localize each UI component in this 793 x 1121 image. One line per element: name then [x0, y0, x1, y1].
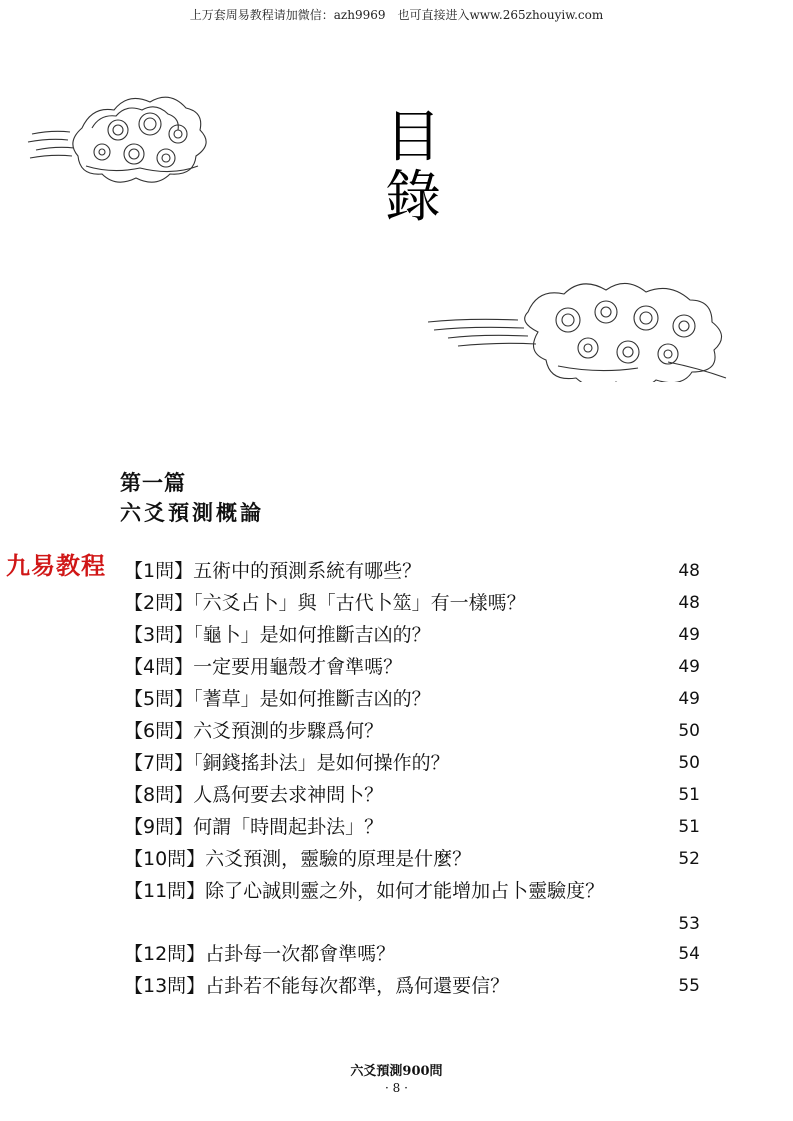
footer-book-title: 六爻預測900問 — [350, 1064, 443, 1079]
toc-entry[interactable] — [124, 812, 704, 844]
toc-entry[interactable] — [124, 652, 704, 684]
part-title: 六爻預測概論 — [120, 500, 264, 525]
toc-question: 【10問】六爻預測，靈驗的原理是什麼？ — [124, 848, 472, 870]
toc-entry[interactable] — [124, 876, 704, 939]
part-heading — [120, 468, 264, 528]
toc-page-number: 48 — [678, 561, 700, 581]
toc-question: 【4問】一定要用龜殼才會準嗎？ — [124, 656, 403, 678]
toc-entry[interactable] — [124, 684, 704, 716]
footer-page-number: · 8 · — [385, 1081, 408, 1095]
cloud-ornament-right — [428, 282, 738, 382]
toc-question: 【13問】占卦若不能每次都準，爲何還要信？ — [124, 975, 510, 997]
toc-page-number: 49 — [678, 689, 700, 709]
toc-page-number: 50 — [678, 753, 700, 773]
cloud-ornament-left — [22, 88, 222, 188]
toc-page-number: 51 — [678, 785, 700, 805]
toc-question: 【3問】「龜卜」是如何推斷吉凶的？ — [124, 624, 431, 646]
toc-entry[interactable] — [124, 844, 704, 876]
toc-question: 【8問】人爲何要去求神問卜？ — [124, 784, 384, 806]
toc-page-number: 48 — [678, 593, 700, 613]
toc-entry[interactable] — [124, 971, 704, 1003]
watermark-logo: 九易教程 — [6, 552, 106, 580]
toc-page-number: 55 — [678, 976, 700, 996]
toc-page-number: 52 — [678, 849, 700, 869]
toc-entry[interactable] — [124, 748, 704, 780]
toc-page-number: 49 — [678, 657, 700, 677]
toc-question: 【2問】「六爻占卜」與「古代卜筮」有一樣嗎？ — [124, 592, 526, 614]
toc-entry[interactable] — [124, 588, 704, 620]
toc-entry[interactable] — [124, 780, 704, 812]
part-label: 第一篇 — [120, 470, 186, 495]
title-char-2: 錄 — [385, 165, 441, 230]
toc-question: 【11問】除了心誠則靈之外，如何才能增加占卜靈驗度？ — [124, 880, 605, 902]
toc-question: 【9問】何謂「時間起卦法」？ — [124, 816, 384, 838]
toc-page-number: 50 — [678, 721, 700, 741]
page-title — [378, 105, 448, 230]
title-char-1: 目 — [385, 105, 441, 170]
top-banner: 上万套周易教程请加微信：azh9969 也可直接进入www.265zhouyiw.com — [189, 8, 604, 22]
toc-question: 【7問】「銅錢搖卦法」是如何操作的？ — [124, 752, 450, 774]
toc-entry[interactable] — [124, 716, 704, 748]
toc-question: 【5問】「蓍草」是如何推斷吉凶的？ — [124, 688, 431, 710]
toc-entry[interactable] — [124, 556, 704, 588]
toc-page-number: 53 — [678, 914, 700, 934]
toc-entry[interactable] — [124, 939, 704, 971]
toc-entry[interactable] — [124, 620, 704, 652]
toc-question: 【12問】占卦每一次都會準嗎？ — [124, 943, 396, 965]
toc-page-number: 51 — [678, 817, 700, 837]
table-of-contents — [124, 556, 704, 1003]
toc-question: 【6問】六爻預測的步驟爲何？ — [124, 720, 384, 742]
toc-page-number: 49 — [678, 625, 700, 645]
toc-question: 【1問】五術中的預測系統有哪些？ — [124, 560, 422, 582]
toc-page-number: 54 — [678, 944, 700, 964]
